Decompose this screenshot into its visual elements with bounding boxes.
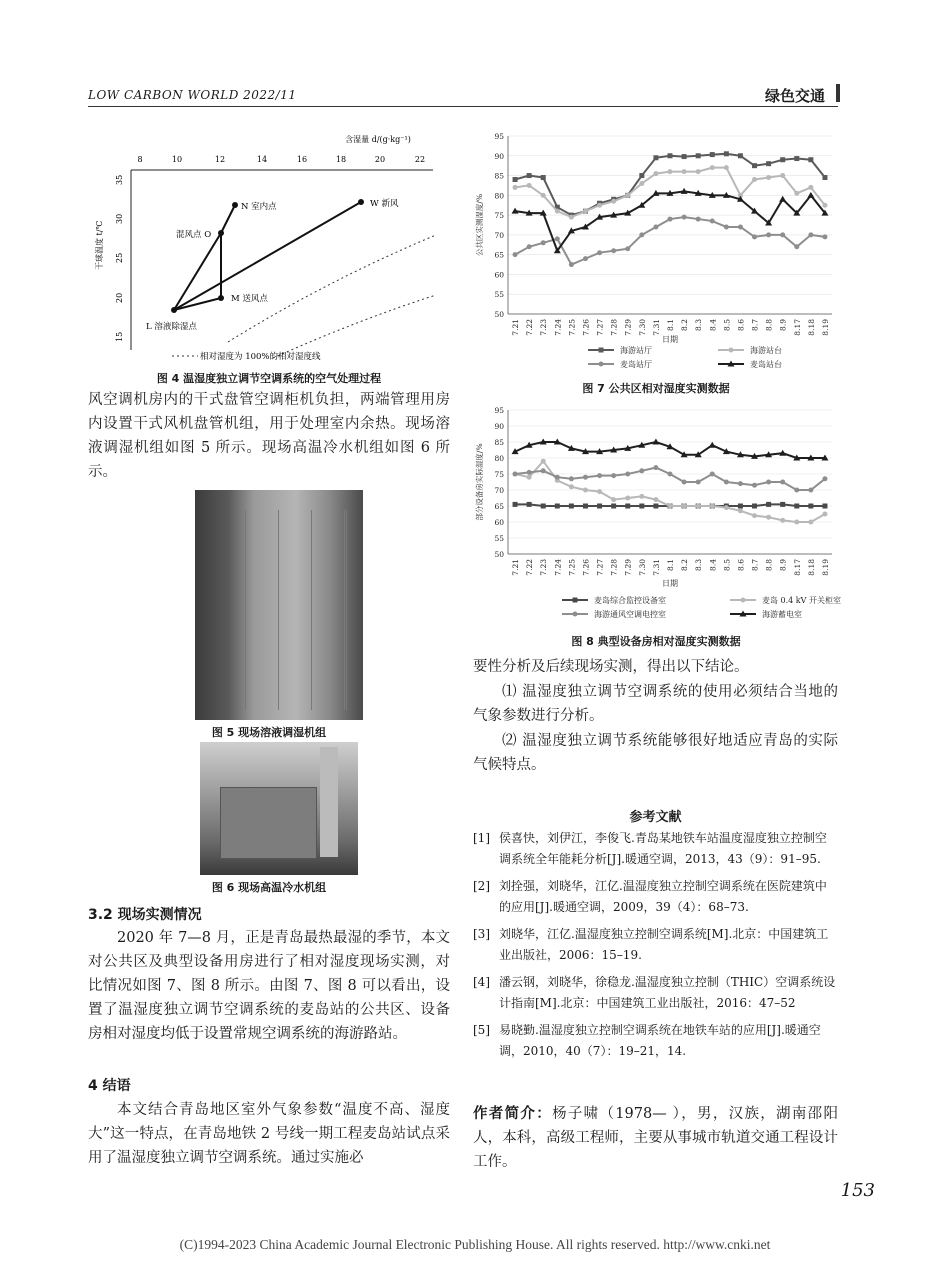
legend-marker: [741, 598, 746, 603]
x-axis-label: 日期: [662, 579, 678, 588]
x-tick-label: 8.17: [792, 319, 802, 336]
fig4-point-O: [218, 230, 224, 236]
conclusion-1: ⑴ 温湿度独立调节空调系统的使用必须结合当地的气象参数进行分析。: [473, 684, 838, 724]
fig4-label-O: 混风点 O: [176, 230, 212, 240]
x-tick-label: 7.31: [651, 319, 661, 336]
data-point: [513, 502, 518, 507]
data-point: [738, 153, 743, 158]
fig4-xtick: 22: [414, 155, 426, 164]
x-tick-label: 8.3: [694, 319, 704, 331]
x-tick-label: 7.27: [595, 319, 605, 336]
data-point: [555, 209, 560, 214]
reference-item: [473, 828, 838, 870]
x-tick-label: 7.25: [567, 319, 577, 336]
fig4-saturation-curve-2: [273, 295, 436, 358]
data-point: [583, 256, 588, 261]
x-tick-label: 7.22: [525, 319, 535, 336]
x-tick-label: 7.29: [623, 559, 633, 576]
data-point: [668, 504, 673, 509]
x-tick-label: 8.8: [764, 559, 774, 571]
data-point: [639, 181, 644, 186]
data-point: [625, 472, 630, 477]
data-point: [794, 520, 799, 525]
x-tick-label: 7.29: [623, 319, 633, 336]
data-point: [555, 236, 560, 241]
figure4-diagram: [88, 120, 450, 370]
data-point: [611, 497, 616, 502]
data-point: [766, 175, 771, 180]
y-tick-label: 80: [494, 454, 504, 463]
y-tick-label: 95: [494, 406, 504, 415]
reference-item: [473, 924, 838, 966]
reference-text: 刘拴强，刘晓华，江亿.温湿度独立控制空调系统在医院建筑中的应用[J].暖通空调，2009，39（4）：68–73.: [499, 879, 827, 914]
data-point: [583, 488, 588, 493]
data-point: [541, 240, 546, 245]
data-point: [583, 209, 588, 214]
x-tick-label: 7.23: [539, 319, 549, 336]
page-number: 153: [840, 1180, 875, 1201]
x-tick-label: 7.28: [609, 559, 619, 576]
y-tick-label: 70: [494, 230, 504, 240]
legend-marker: [599, 348, 604, 353]
legend-marker: [729, 348, 734, 353]
x-axis-label: 日期: [662, 335, 678, 344]
fig4-point-M: [218, 295, 224, 301]
references-list: [473, 828, 838, 1062]
x-tick-label: 8.5: [722, 319, 732, 331]
y-tick-label: 55: [494, 534, 504, 543]
reference-text: 潘云钢，刘晓华，徐稳龙.温湿度独立控制（THIC）空调系统设计指南[M].北京：中国建筑工业出版社，2016：47–52: [499, 975, 836, 1010]
fig4-label-L: L 溶液除湿点: [146, 322, 197, 332]
data-point: [569, 262, 574, 267]
x-tick-label: 8.9: [778, 559, 788, 571]
data-point: [555, 504, 560, 509]
data-point: [794, 156, 799, 161]
data-point: [541, 468, 546, 473]
data-point: [780, 173, 785, 178]
x-tick-label: 8.17: [792, 559, 802, 576]
data-point: [611, 199, 616, 204]
reference-number: [1]: [473, 831, 490, 845]
data-point: [752, 483, 757, 488]
data-point: [668, 472, 673, 477]
fig4-xtick: 14: [256, 155, 268, 164]
data-point: [710, 165, 715, 170]
legend-label: 海游站厅: [620, 346, 652, 355]
y-tick-label: 85: [494, 438, 504, 447]
data-point: [724, 505, 729, 510]
data-point: [822, 512, 827, 517]
data-point: [527, 475, 532, 480]
data-point: [766, 515, 771, 520]
series-line: [515, 468, 825, 490]
data-point: [597, 250, 602, 255]
data-point: [625, 246, 630, 251]
data-point: [527, 470, 532, 475]
section-3-2-title: 3.2 现场实测情况: [88, 907, 202, 923]
data-point: [639, 173, 644, 178]
data-point: [541, 459, 546, 464]
y-tick-label: 90: [494, 151, 504, 161]
data-point: [597, 473, 602, 478]
fig4-ytick: 25: [115, 252, 124, 263]
data-point: [738, 224, 743, 229]
fig4-ytick: 35: [115, 174, 124, 185]
paragraph-3: 本文结合青岛地区室外气象参数“温度不高、湿度大”这一特点，在青岛地铁 2 号线一期工程麦岛站试点采用了温湿度独立调节空调系统。通过实施必: [88, 1102, 450, 1166]
x-tick-label: 8.6: [736, 319, 746, 331]
x-tick-label: 7.24: [553, 559, 563, 576]
x-tick-label: 7.30: [637, 319, 647, 336]
x-tick-label: 8.6: [736, 559, 746, 571]
y-tick-label: 95: [494, 132, 504, 141]
data-point: [780, 502, 785, 507]
x-tick-label: 8.4: [708, 559, 718, 571]
journal-header: LOW CARBON WORLD 2022/11: [88, 88, 297, 102]
fig4-legend-text: 相对湿度为 100%的相对湿度线: [200, 352, 321, 362]
figure8-chart: [470, 402, 842, 632]
data-point: [513, 177, 518, 182]
data-point: [653, 497, 658, 502]
data-point: [794, 244, 799, 249]
x-tick-label: 7.26: [581, 559, 591, 576]
x-tick-label: 7.21: [511, 559, 521, 576]
section-4-title: 4 结语: [88, 1078, 131, 1094]
data-point: [668, 169, 673, 174]
x-tick-label: 8.4: [708, 319, 718, 331]
figure6-chiller: [220, 787, 317, 859]
fig4-line-O-N: [221, 205, 235, 233]
data-point: [766, 161, 771, 166]
data-point: [724, 151, 729, 156]
copyright-footer: (C)1994-2023 China Academic Journal Electronic Publishing House. All rights reserved. http://www.cnki.net: [179, 1237, 771, 1252]
legend-label: 海游蓄电室: [762, 610, 802, 619]
data-point: [541, 193, 546, 198]
data-point: [625, 193, 630, 198]
y-tick-label: 65: [494, 502, 504, 511]
data-point: [780, 480, 785, 485]
data-point: [696, 504, 701, 509]
legend-label: 海游站台: [750, 346, 782, 355]
data-point: [752, 513, 757, 518]
figure5-cabinet: [245, 510, 347, 710]
data-point: [696, 217, 701, 222]
x-tick-label: 7.31: [651, 559, 661, 576]
x-tick-label: 7.26: [581, 319, 591, 336]
data-point: [822, 234, 827, 239]
data-point: [752, 177, 757, 182]
reference-number: [5]: [473, 1023, 490, 1037]
data-point: [668, 217, 673, 222]
data-point: [696, 169, 701, 174]
fig4-ytick: 15: [115, 331, 124, 342]
reference-item: [473, 876, 838, 918]
data-point: [569, 504, 574, 509]
x-tick-label: 7.22: [525, 559, 535, 576]
data-point: [625, 496, 630, 501]
y-tick-label: 55: [494, 290, 504, 300]
reference-number: [2]: [473, 879, 490, 893]
fig4-xtick: 10: [171, 155, 183, 164]
reference-number: [3]: [473, 927, 490, 941]
y-axis-label: 部分设备房实际湿度/%: [475, 443, 484, 521]
data-point: [794, 504, 799, 509]
data-point: [710, 504, 715, 509]
x-tick-label: 8.2: [680, 319, 690, 331]
figure8-caption: 图 8 典型设备房相对湿度实测数据: [571, 635, 741, 648]
data-point: [808, 157, 813, 162]
data-point: [794, 488, 799, 493]
x-tick-label: 7.24: [553, 319, 563, 336]
y-tick-label: 90: [494, 422, 504, 431]
author-label: 作者简介：: [473, 1106, 553, 1122]
data-point: [822, 504, 827, 509]
legend-marker: [599, 362, 604, 367]
figure7-caption: 图 7 公共区相对湿度实测数据: [582, 382, 730, 395]
legend-label: 麦岛站台: [750, 360, 782, 369]
x-tick-label: 7.28: [609, 319, 619, 336]
reference-item: [473, 1020, 838, 1062]
fig4-yaxis-label: 干球温度 t/℃: [95, 220, 104, 270]
x-tick-label: 8.19: [820, 319, 830, 336]
fig4-label-N: N 室内点: [241, 202, 277, 212]
fig4-xtick: 18: [335, 155, 347, 164]
y-tick-label: 70: [494, 486, 504, 495]
y-axis-label: 公共区实测湿度/%: [475, 193, 484, 257]
data-point: [682, 215, 687, 220]
fig4-line-L-O: [174, 233, 221, 310]
data-point: [597, 504, 602, 509]
data-point: [682, 169, 687, 174]
x-tick-label: 8.7: [750, 319, 760, 331]
data-point: [808, 232, 813, 237]
data-point: [513, 185, 518, 190]
figure4-caption: 图 4 温湿度独立调节空调系统的空气处理过程: [156, 372, 382, 385]
fig4-xtick: 8: [137, 155, 143, 164]
data-point: [766, 502, 771, 507]
y-tick-label: 60: [494, 270, 504, 280]
x-tick-label: 7.21: [511, 319, 521, 336]
data-point: [752, 234, 757, 239]
data-point: [808, 185, 813, 190]
x-tick-label: 8.2: [680, 559, 690, 571]
data-point: [513, 252, 518, 257]
fig4-xtick: 16: [296, 155, 308, 164]
reference-text: 侯喜快，刘伊江，李俊飞.青岛某地铁车站温度湿度独立控制空调系统全年能耗分析[J].暖通空调，2013，43（9）：91–95.: [499, 831, 827, 866]
legend-label: 麦岛 0.4 kV 开关柜室: [762, 596, 841, 605]
figure7-chart: [470, 128, 842, 370]
data-point: [639, 494, 644, 499]
figure5-caption: 图 5 现场溶液调湿机组: [211, 726, 327, 739]
data-point: [822, 175, 827, 180]
data-point: [710, 219, 715, 224]
data-point: [822, 203, 827, 208]
data-point: [779, 196, 786, 202]
data-point: [611, 473, 616, 478]
data-point: [738, 508, 743, 513]
data-point: [625, 504, 630, 509]
x-tick-label: 7.23: [539, 559, 549, 576]
fig4-point-L: [171, 307, 177, 313]
data-point: [766, 480, 771, 485]
data-point: [808, 520, 813, 525]
paragraph-4: 要性分析及后续现场实测，得出以下结论。: [473, 659, 749, 675]
x-tick-label: 7.27: [595, 559, 605, 576]
x-tick-label: 8.1: [666, 559, 675, 571]
fig4-label-M: M 送风点: [231, 294, 268, 304]
x-tick-label: 8.5: [722, 559, 732, 571]
data-point: [653, 224, 658, 229]
x-tick-label: 8.18: [806, 559, 816, 576]
legend-marker: [573, 598, 578, 603]
data-point: [583, 475, 588, 480]
data-point: [639, 504, 644, 509]
fig4-ytick: 20: [115, 292, 124, 303]
figure5-photo: [195, 490, 363, 720]
figure6-photo: [200, 742, 358, 875]
data-point: [696, 480, 701, 485]
y-tick-label: 65: [494, 250, 504, 260]
reference-item: [473, 972, 838, 1014]
paragraph-2: 2020 年 7—8 月，正是青岛最热最湿的季节，本文对公共区及典型设备用房进行了相对湿度现场实测，对比情况如图 7、图 8 所示。由图 7、图 8 可以看出，设置了温湿度独立调节空调系统的麦岛站的公共区、设备房相对湿度均低于设置常规空调系统的海游路站。: [88, 930, 450, 1042]
x-tick-label: 8.18: [806, 319, 816, 336]
data-point: [780, 518, 785, 523]
references-title: 参考文献: [629, 810, 682, 825]
fig4-saturation-curve: [228, 235, 436, 342]
x-tick-label: 8.1: [666, 319, 675, 331]
data-point: [682, 154, 687, 159]
data-point: [710, 472, 715, 477]
data-point: [639, 232, 644, 237]
data-point: [780, 232, 785, 237]
reference-number: [4]: [473, 975, 490, 989]
data-point: [709, 442, 716, 448]
data-point: [597, 489, 602, 494]
series-line: [515, 461, 825, 522]
fig4-label-W: W 新风: [370, 199, 399, 209]
data-point: [808, 488, 813, 493]
data-point: [527, 183, 532, 188]
data-point: [752, 504, 757, 509]
data-point: [569, 476, 574, 481]
legend-label: 海游通风空调电控室: [594, 610, 666, 619]
data-point: [724, 480, 729, 485]
data-point: [639, 468, 644, 473]
data-point: [738, 504, 743, 509]
series-line: [515, 217, 825, 264]
y-tick-label: 60: [494, 518, 504, 527]
data-point: [682, 480, 687, 485]
data-point: [822, 476, 827, 481]
reference-text: 刘晓华，江亿.温湿度独立控制空调系统[M].北京：中国建筑工业出版社，2006：15–19.: [499, 927, 829, 962]
data-point: [611, 504, 616, 509]
fig4-xtick: 20: [374, 155, 386, 164]
data-point: [710, 152, 715, 157]
data-point: [668, 153, 673, 158]
data-point: [597, 203, 602, 208]
x-tick-label: 8.19: [820, 559, 830, 576]
data-point: [696, 153, 701, 158]
data-point: [652, 439, 659, 445]
x-tick-label: 8.8: [764, 319, 774, 331]
data-point: [794, 191, 799, 196]
data-point: [738, 481, 743, 486]
data-point: [807, 192, 814, 198]
data-point: [527, 502, 532, 507]
data-point: [555, 475, 560, 480]
x-tick-label: 7.30: [637, 559, 647, 576]
header-rule: [88, 106, 838, 107]
fig4-point-W: [358, 199, 364, 205]
fig4-xtick: 12: [214, 155, 226, 164]
data-point: [541, 504, 546, 509]
x-tick-label: 8.7: [750, 559, 760, 571]
data-point: [724, 165, 729, 170]
data-point: [527, 244, 532, 249]
fig4-point-N: [232, 202, 238, 208]
legend-label: 麦岛综合监控设备室: [594, 596, 666, 605]
data-point: [541, 175, 546, 180]
y-tick-label: 85: [494, 171, 504, 181]
fig4-xaxis-label: 含湿量 d/(g·kg⁻¹): [345, 135, 411, 144]
y-tick-label: 50: [494, 550, 504, 559]
data-point: [682, 504, 687, 509]
y-tick-label: 75: [494, 470, 504, 479]
data-point: [752, 163, 757, 168]
data-point: [766, 232, 771, 237]
conclusion-2: ⑵ 温湿度独立调节系统能够很好地适应青岛的实际气候特点。: [473, 733, 838, 773]
data-point: [569, 215, 574, 220]
y-tick-label: 50: [494, 310, 504, 319]
section-header: 绿色交通: [765, 87, 826, 105]
author-text: 杨子啸（1978— ），男，汉族，湖南邵阳人，本科，高级工程师，主要从事城市轨道交通工程设计工作。: [473, 1106, 838, 1170]
data-point: [653, 155, 658, 160]
y-tick-label: 80: [494, 191, 504, 201]
y-tick-label: 75: [494, 211, 504, 221]
data-point: [527, 173, 532, 178]
data-point: [808, 504, 813, 509]
x-tick-label: 8.3: [694, 559, 704, 571]
legend-marker: [573, 612, 578, 617]
data-point: [611, 248, 616, 253]
paragraph-1: 风空调机房内的干式盘管空调柜机负担，两端管理用房内设置干式风机盘管机组，用于处理室内余热。现场溶液调湿机组如图 5 所示。现场高温冷水机组如图 6 所示。: [88, 392, 450, 480]
header-bar: [836, 84, 840, 102]
data-point: [653, 465, 658, 470]
data-point: [513, 472, 518, 477]
author-bio: [473, 1102, 838, 1174]
data-point: [653, 171, 658, 176]
figure6-caption: 图 6 现场高温冷水机组: [211, 881, 327, 894]
data-point: [583, 504, 588, 509]
fig4-ytick: 30: [115, 213, 124, 224]
x-tick-label: 8.9: [778, 319, 788, 331]
data-point: [780, 157, 785, 162]
figure6-pipe: [320, 747, 338, 857]
reference-text: 易晓勤.温湿度独立控制空调系统在地铁车站的应用[J].暖通空调，2010，40（7）：19–21，14.: [499, 1023, 821, 1058]
x-tick-label: 7.25: [567, 559, 577, 576]
legend-label: 麦岛站厅: [620, 360, 652, 369]
data-point: [724, 224, 729, 229]
data-point: [569, 484, 574, 489]
data-point: [653, 504, 658, 509]
